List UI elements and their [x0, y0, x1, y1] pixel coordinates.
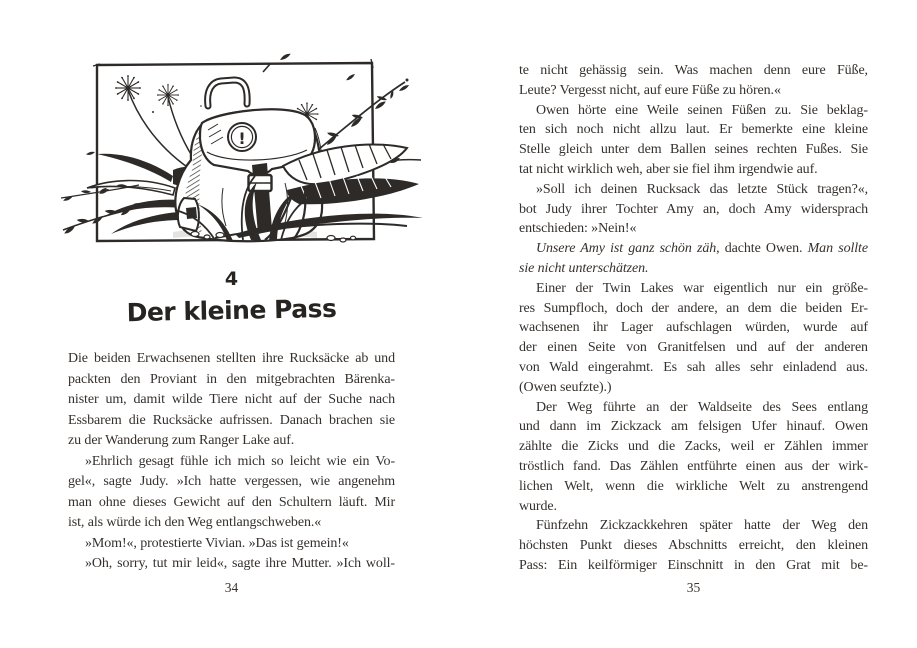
text-line: zählte die Zicks und die Zacks, weil er Zählen immer — [519, 439, 868, 455]
text-line: Unsere Amy ist ganz schön zäh, dachte Owen. Man sollte — [536, 241, 868, 257]
right-page-text — [519, 61, 868, 576]
text-line: der einen Seite von Granitfelsen und auf der anderen — [519, 340, 868, 356]
text-line: »Soll ich deinen Rucksack das letzte Stück tragen?«, — [536, 181, 868, 197]
text-line: von Wald eingerahmt. Es sah alles sehr einladend aus. — [519, 359, 869, 375]
text-line: nister um, damit wilde Tiere nicht auf der Suche nach — [68, 392, 395, 408]
text-line: tat nicht wirklich weh, aber sie fiel ihm irgendwie auf. — [519, 161, 818, 177]
text-line: man ohne dieses Gewicht auf den Schultern läuft. Mir — [68, 494, 396, 510]
text-line: tröstlich fand. Das Zählen entführte einen aus der wirk- — [519, 458, 869, 474]
text-line: packten den Proviant in den mitgebrachten Bärenka- — [68, 371, 395, 387]
text-line: wurde. — [519, 498, 557, 514]
text-line: Owen hörte eine Weile seinen Füßen zu. Sie beklag- — [536, 102, 868, 118]
text-line: entschieden: »Nein!« — [519, 221, 637, 237]
text-line: zu der Wanderung zum Ranger Lake auf. — [68, 433, 295, 449]
text-line: (Owen seufzte).) — [519, 379, 612, 395]
text-line: gel«, sagte Judy. »Ich hatte vergessen, wie angenehm — [68, 474, 396, 490]
chapter-illustration — [55, 48, 425, 253]
text-line: Pass: Ein keilförmiger Einschnitt in den Grat mit be- — [519, 557, 868, 573]
text-line: sie nicht unterschätzen. — [519, 260, 649, 276]
text-line: wachsenen ihr Lager aufschlagen würden, wurde auf — [519, 320, 868, 336]
left-page-text — [68, 349, 395, 575]
chapter-number: 4 — [224, 268, 239, 290]
badge-exclamation-mark: ! — [238, 129, 246, 148]
text-line: Fünfzehn Zickzackkehren später hatte der Weg den — [536, 518, 868, 534]
text-line: höchsten Punkt dieses Abschnitts erreicht, den kleinen — [519, 538, 869, 554]
text-line: ist, als würde ich den Weg entlangschweben.« — [68, 515, 322, 531]
text-line: Stelle gleich unter dem Ballen seines rechten Fußes. Sie — [519, 142, 869, 158]
text-line: ten sich noch nicht allzu laut. Er bemerkte eine kleine — [519, 122, 869, 138]
right-page-number: 35 — [686, 580, 701, 595]
chapter-title: Der kleine Pass — [126, 293, 337, 328]
text-line: Der Weg führte an der Waldseite des Sees entlang — [536, 399, 868, 415]
left-page-number: 34 — [224, 580, 239, 595]
text-line: »Oh, sorry, tut mir leid«, sagte ihre Mutter. »Ich woll- — [85, 556, 395, 572]
text-line: bot Judy ihrer Tochter Amy an, doch Amy widersprach — [519, 201, 869, 217]
text-line: und dann im Zickzack am felsigen Ufer hinauf. Owen — [519, 419, 868, 435]
text-line: res Sumpfloch, doch der andere, an dem die beiden Er- — [519, 300, 868, 316]
text-line: Einer der Twin Lakes war eigentlich nur ein größe- — [536, 280, 868, 296]
text-line: te nicht gehässig sein. Was machen denn eure Füße, — [519, 63, 868, 78]
text-line: »Ehrlich gesagt fühle ich mich so leicht wie ein Vo- — [85, 453, 396, 469]
text-line: Die beiden Erwachsenen stellten ihre Rucksäcke ab und — [68, 351, 395, 366]
text-line: »Mom!«, protestierte Vivian. »Das ist gemein!« — [85, 535, 349, 551]
exclamation-badge — [228, 123, 256, 151]
text-line: lichen Welt, wenn die wirkliche Welt zu anstrengend — [519, 478, 869, 494]
text-line: Leute? Vergesst nicht, auf eure Füße zu hören.« — [519, 82, 781, 98]
text-line: Essbarem die Rucksäcke aufrissen. Danach brachen sie — [68, 412, 395, 428]
